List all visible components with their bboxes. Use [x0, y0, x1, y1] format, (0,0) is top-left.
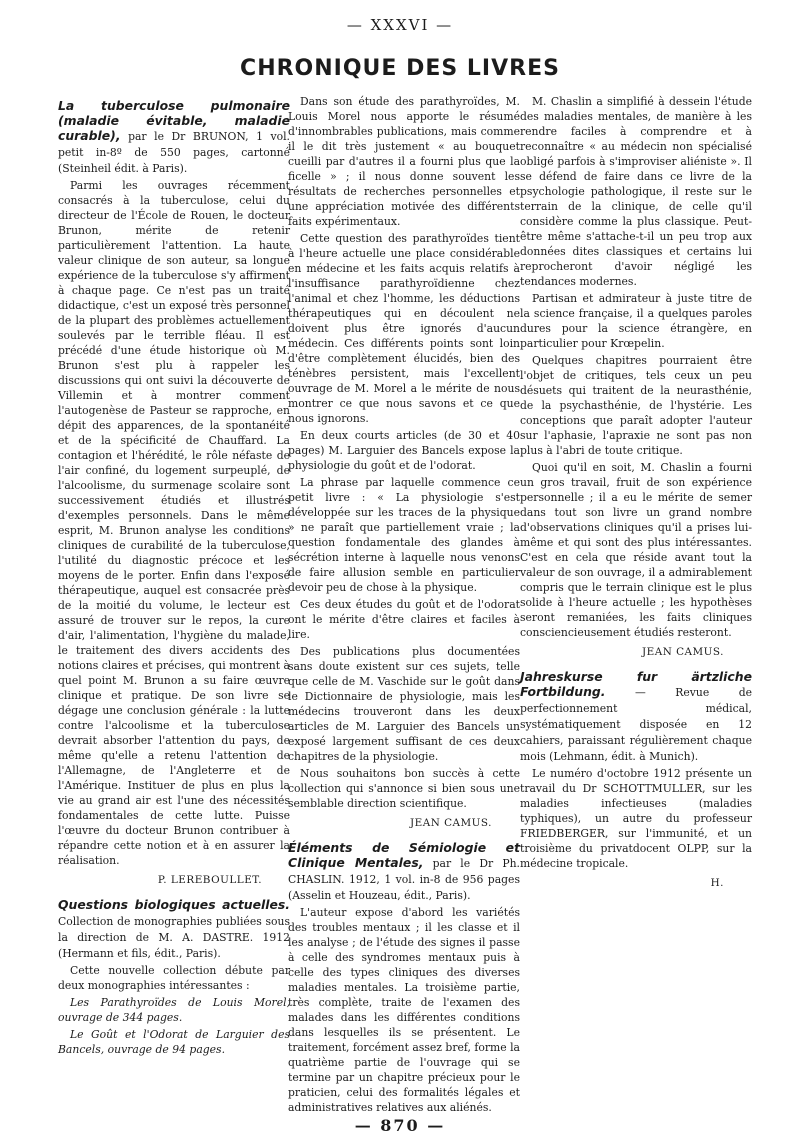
page-folio: — XXXVI —: [346, 16, 454, 34]
column-3: [520, 94, 752, 1104]
review-heading: [288, 840, 520, 903]
review-signature: P. LEREBOULLET.: [157, 874, 262, 886]
review-paragraph: Partisan et admirateur à juste titre de la science française, il a quelques paroles dures pour la science étrangère, en particulier pour Krœpelin.: [520, 292, 752, 350]
column-2: [288, 94, 520, 1114]
review-paragraph: Ces deux études du goût et de l'odorat ont le mérite d'être claires et faciles à lire.: [288, 598, 520, 641]
review-paragraph: L'auteur expose d'abord les variétés des troubles mentaux ; il les classe et il les analyse ; de l'étude des signes il passe à celle des syndromes mentaux puis à celle des types cliniques des diverses maladies mentales. La troisième partie, très complète, traite de l'examen des malades dans les différentes conditions dans lesquelles ils se présentent. Le traitement, forcément assez bref, forme la quatrième partie de l'ouvrage qui se termine par un chapitre précieux pour le praticien, celui des formalités légales et administratives relatives aux aliénés.: [288, 906, 520, 1114]
book-title: Questions biologiques actuelles.: [58, 897, 290, 912]
review-signature: JEAN CAMUS.: [409, 817, 492, 829]
review-paragraph: Les Parathyroïdes de Louis Morel, ouvrage de 344 pages.: [58, 996, 290, 1024]
review-paragraph: Quelques chapitres pourraient être l'objet de critiques, tels ceux un peu désuets qui traitent de la neurasthénie, de la psychasthénie, de l'hystérie. Les conceptions que paraît adopter l'auteur sur l'aphasie, l'apraxie ne sont pas non plus à l'abri de toute critique.: [520, 354, 752, 457]
review-heading: [520, 669, 752, 764]
review-paragraph: En deux courts articles (de 30 et 40 pages) M. Larguier des Bancels expose la physiologie du goût et de l'odorat.: [288, 429, 520, 472]
book-meta: par le Dr Ph. CHASLIN. 1912, 1 vol. in-8 de 956 pages (Asselin et Houzeau, édit., Paris).: [288, 857, 520, 902]
book-title: La tuberculose pulmonaire (maladie évitable, maladie curable),: [58, 98, 290, 143]
page-number: — 870 —: [354, 1116, 446, 1135]
review-paragraph: Nous souhaitons bon succès à cette collection qui s'annonce si bien sous une semblable direction scientifique.: [288, 767, 520, 810]
review-heading: [58, 897, 290, 961]
review-paragraph: Le numéro d'octobre 1912 présente un travail du Dr SCHOTTMULLER, sur les maladies infectieuses (maladies typhiques), un autre du professeur FRIEDBERGER, sur l'immunité, et un troisième du privatdocent OLPP, sur la médecine tropicale.: [520, 767, 752, 870]
review-paragraph: La phrase par laquelle commence ce petit livre : « La physiologie s'est développée sur les traces de la physique » ne paraît que partiellement vraie ; la question fondamentale des glandes à sécrétion interne à laquelle nous venons de faire allusion semble en particulier devoir peu de chose à la physique.: [288, 476, 520, 594]
review-paragraph: Cette nouvelle collection débute par deux monographies intéressantes :: [58, 964, 290, 992]
review-signature: H.: [710, 877, 724, 889]
book-meta: — Revue de perfectionnement médical, systématiquement disposée en 12 cahiers, paraissant régulièrement chaque mois (Lehmann, édit. à Munich).: [520, 686, 752, 763]
review-paragraph: Des publications plus documentées sans doute existent sur ces sujets, telle que celle de M. Vaschide sur le goût dans le Dictionnaire de physiologie, mais les médecins trouveront dans les deux articles de M. Larguier des Bancels un exposé largement suffisant de ces deux chapitres de la physiologie.: [288, 645, 520, 763]
review-paragraph: M. Chaslin a simplifié à dessein l'étude des maladies mentales, de manière à les rendre faciles à comprendre et à reconnaître « au médecin non spécialisé obligé parfois à s'improviser aliéniste ». Il se défend de faire dans ce livre de la psychologie pathologique, il reste sur le terrain de la clinique, de celle qu'il considère comme la plus classique. Peut-être même s'attache-t-il un peu trop aux données dites classiques et certains lui reprocheront d'avoir négligé les tendances modernes.: [520, 95, 752, 288]
column-1: [58, 94, 290, 1104]
review-paragraph: Cette question des parathyroïdes tient à l'heure actuelle une place considérable en médecine et les faits acquis relatifs à l'insuffisance parathyroïdienne chez l'animal et chez l'homme, les déductions thérapeutiques qui en découlent ne doivent plus être ignorés d'aucun médecin. Ces différents points sont loin d'être complètement élucidés, bien des ténèbres persistent, mais l'excellent ouvrage de M. Morel a le mérite de nous montrer ce que nous savons et ce que nous ignorons.: [288, 232, 520, 425]
review-signature: JEAN CAMUS.: [641, 646, 724, 658]
book-meta: par le Dr BRUNON, 1 vol. petit in-8º de 550 pages, cartonné (Steinheil édit. à Paris).: [58, 130, 290, 175]
review-paragraph: Dans son étude des parathyroïdes, M. Louis Morel nous apporte le résumé d'innombrables publications, mais comme il le dit très justement « au bouquet cueilli par d'autres il a fourni plus que la ficelle » ; il nous donne souvent les résultats de recherches personnelles et une appréciation motivée des différents faits expérimentaux.: [288, 95, 520, 228]
section-title: CHRONIQUE DES LIVRES: [240, 56, 560, 81]
review-paragraph: Quoi qu'il en soit, M. Chaslin a fourni un gros travail, fruit de son expérience personnelle ; il a eu le mérite de semer dans tout son livre un grand nombre d'observations cliniques qu'il a prises lui-même et qui sont des plus intéressantes. C'est en cela que réside avant tout la valeur de son ouvrage, il a admirablement compris que le terrain clinique est le plus solide à l'heure actuelle ; les hypothèses seront remaniées, les faits cliniques consciencieusement étudiés resteront.: [520, 461, 752, 639]
book-title: Jahreskurse fur ärtzliche Fortbildung.: [520, 669, 752, 699]
book-title: Éléments de Sémiologie et Clinique Mentales,: [288, 840, 520, 870]
review-heading: [58, 98, 290, 176]
review-paragraph: Parmi les ouvrages récemment consacrés à la tuberculose, celui du directeur de l'École de Rouen, le docteur Brunon, mérite de retenir particulièrement l'attention. La haute valeur clinique de son auteur, sa longue expérience de la tuberculose s'y affirment à chaque page. Ce n'est pas un traité didactique, c'est un exposé très personnel de la plupart des problèmes actuellement soulevés par le terrible fléau. Il est précédé d'une étude historique où M. Brunon s'est plu à rappeler les discussions qui ont suivi la découverte de Villemin et à montrer comment l'autogenèse de Pasteur se rapproche, en dépit des apparences, de la spontanéité et de la spécificité de Chauffard. La contagion et l'hérédité, le rôle néfaste de l'air confiné, du logement surpeuplé, de l'alcoolisme, du surmenage scolaire sont successivement étudiés et illustrés d'exemples personnels. Dans le même esprit, M. Brunon analyse les conditions cliniques de curabilité de la tuberculose, l'utilité du diagnostic précoce et les moyens de le porter. Enfin dans l'exposé thérapeutique, auquel est consacrée près de la moitié du volume, le lecteur est assuré de trouver sur le repos, la cure d'air, l'alimentation, l'hygiène du malade, le traitement des divers accidents des notions claires et précises, qui montrent à quel point M. Brunon a su faire œuvre clinique et pratique. De son livre se dégage une conclusion générale : la lutte contre l'alcoolisme et la tuberculose devrait absorber l'attention du pays, de même qu'elle a retenu l'attention de l'Allemagne, de l'Angleterre et de l'Amérique. Instituer de plus en plus la vie au grand air est l'une des nécessités fondamentales de cette lutte. Puisse l'œuvre du docteur Brunon contribuer à répandre cette notion et à en assurer la réalisation.: [58, 179, 290, 867]
book-meta: Collection de monographies publiées sous la direction de M. A. DASTRE. 1912 (Hermann et fils, édit., Paris).: [58, 915, 290, 960]
review-paragraph: Le Goût et l'Odorat de Larguier des Bancels, ouvrage de 94 pages.: [58, 1028, 290, 1056]
